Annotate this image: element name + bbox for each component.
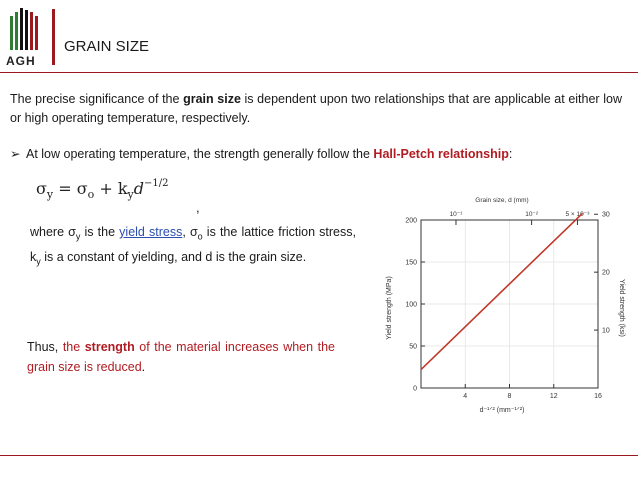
chart-svg <box>377 190 627 415</box>
logo-text: AGH <box>6 54 36 68</box>
hall-petch-bullet: ➢ At low operating temperature, the strength generally follow the Hall-Petch relationship: <box>10 147 513 161</box>
top-tick-label: 10⁻² <box>525 211 539 218</box>
grain-size-term: grain size <box>183 92 241 106</box>
hall-petch-chart <box>377 190 627 415</box>
arrow-bullet-icon: ➢ <box>10 147 21 161</box>
y-tick-label: 150 <box>405 259 417 267</box>
y-tick-label: 0 <box>413 385 417 393</box>
conclusion-paragraph: Thus, the strength of the material increases when the grain size is reduced. <box>27 340 335 374</box>
agh-logo <box>6 8 46 66</box>
intro-paragraph: The precise significance of the grain size is dependent upon two relationships that are applicable at either low or high operating temperature, respectively. <box>10 92 622 125</box>
strength-term: strength <box>84 340 135 354</box>
y2-tick-label: 10 <box>602 327 610 335</box>
y-tick-label: 50 <box>409 343 417 351</box>
top-tick-label: 5 × 10⁻³ <box>565 211 590 218</box>
x-axis-label: d⁻¹ᐟ² (mm⁻¹ᐟ²) <box>479 407 525 414</box>
slide-title: GRAIN SIZE <box>64 38 150 55</box>
agh-logo-bars-icon <box>10 8 42 52</box>
y2-tick-label: 20 <box>602 269 610 277</box>
y2-tick-label: 30 <box>602 211 610 219</box>
y-axis-label: Yield strength (MPa) <box>386 276 393 340</box>
definitions-paragraph: where $\sigma_y$ is the yield stress, $\sigma_o$ is the lattice friction stress, $k_y$ is a constant of yielding, and d is the grain size. <box>30 225 356 266</box>
x-tick-label: 4 <box>463 393 468 400</box>
yield-stress-link[interactable]: yield stress <box>119 225 183 239</box>
x-tick-label: 16 <box>594 393 602 400</box>
formula-comma: , <box>196 200 200 215</box>
chart-title: Grain size, d (mm) <box>475 197 529 204</box>
y-tick-label: 100 <box>405 301 417 309</box>
y-tick-label: 200 <box>405 217 417 225</box>
x-tick-label: 8 <box>507 393 512 400</box>
hall-petch-term: Hall-Petch relationship <box>373 147 509 161</box>
hall-petch-formula: $\sigma_y = \sigma_o + k_yd^{-1/2}$ <box>36 178 169 201</box>
top-tick-label: 10⁻¹ <box>449 211 463 218</box>
y2-axis-label: Yield strength (ksi) <box>618 279 625 337</box>
x-tick-label: 12 <box>549 393 558 400</box>
top-rule <box>0 72 638 73</box>
bottom-rule <box>0 455 638 456</box>
header-divider <box>52 9 55 65</box>
